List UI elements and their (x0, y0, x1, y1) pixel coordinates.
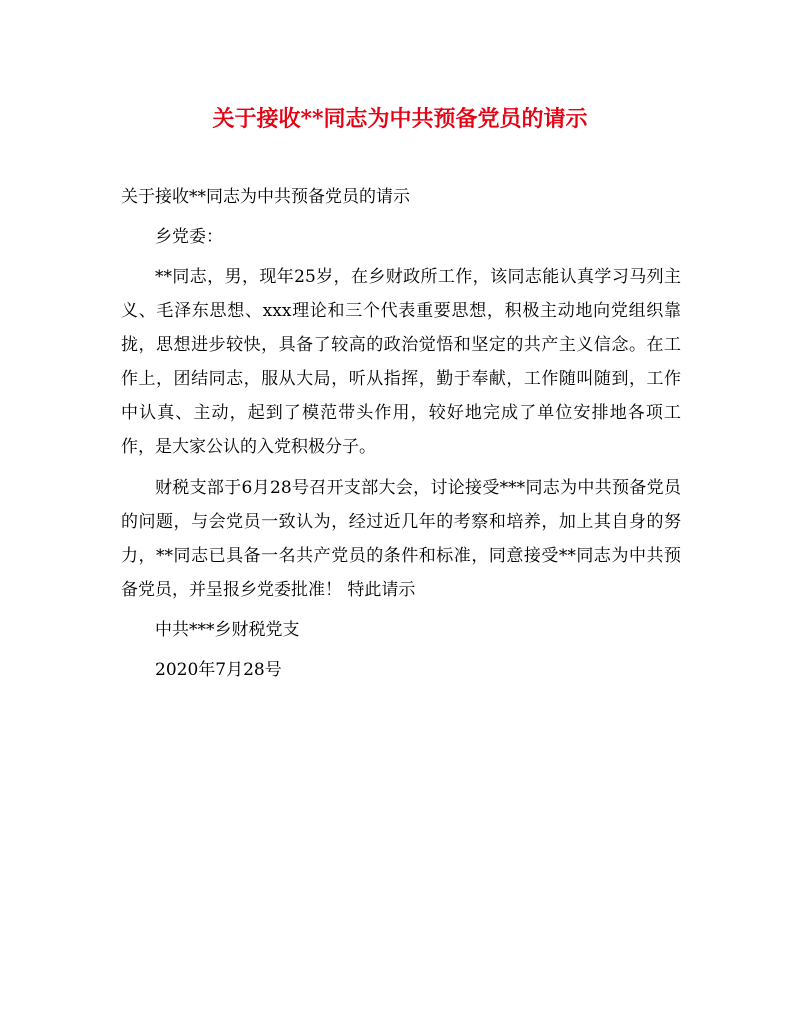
document-subtitle: 关于接收**同志为中共预备党员的请示 (121, 187, 410, 207)
document-title: 关于接收**同志为中共预备党员的请示 (212, 106, 588, 132)
date-line: 2020年7月28号 (155, 660, 282, 680)
document-body (121, 180, 681, 687)
body-paragraph-2: 财税支部于6月28号召开支部大会，讨论接受***同志为中共预备党员的问题，与会党员一致认为，经过近几年的考察和培养，加上其自身的努力，**同志已具备一名共产党员的条件和标准，同意接受**同志为中共预备党员，并呈报乡党委批准！ 特此请示 (121, 478, 681, 600)
signature-line: 中共***乡财税党支 (155, 620, 300, 640)
recipient-line: 乡党委： (155, 227, 223, 247)
body-paragraph-1: **同志，男，现年25岁，在乡财政所工作，该同志能认真学习马列主义、毛泽东思想、xxx理论和三个代表重要思想，积极主动地向党组织靠拢，思想进步较快，具备了较高的政治觉悟和坚定的共产主义信念。在工作上，团结同志，服从大局，听从指挥，勤于奉献，工作随叫随到，工作中认真、主动，起到了模范带头作用，较好地完成了单位安排地各项工作，是大家公认的入党积极分子。 (121, 267, 681, 457)
